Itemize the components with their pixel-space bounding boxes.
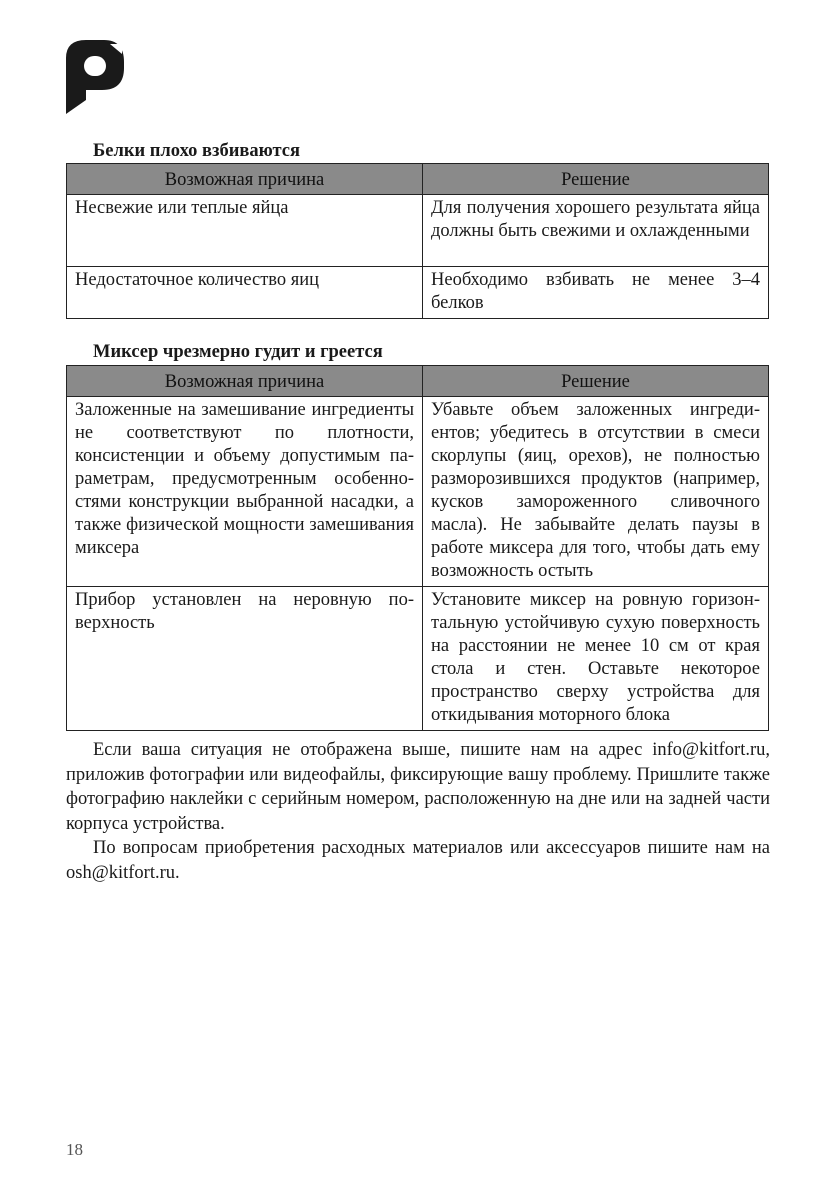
solution-cell: Для получения хорошего результата яйца должны быть свежими и охлажденными (423, 195, 769, 267)
troubleshooting-table-whites (66, 163, 769, 319)
section-title-whites: Белки плохо взбиваются (93, 141, 301, 161)
accessories-paragraph-text: По вопросам приобретения расходных материалов или аксессуаров пишите нам на osh@kitfort.ru. (66, 838, 770, 883)
contact-paragraph-text: Если ваша ситуация не отображена выше, пишите нам на адрес info@kitfort.ru, приложив фотографии или видеофайлы, фиксирующие вашу проблему. Пришлите также фотографию наклейки с серийным номером, расположенную на дне или на задней части корпуса устройства. (66, 740, 770, 834)
cause-cell: Заложенные на замешивание ингредиенты не соответствуют по плотности, консистенции и объему допустимым параметрам, предусмотренным особенностями конструкции выбранной насадки, а также физической мощности замешивания миксера (67, 397, 423, 587)
cause-cell: Прибор установлен на неровную поверхность (67, 587, 423, 731)
cause-cell: Несвежие или теплые яйца (67, 195, 423, 267)
cause-cell: Недостаточное количество яиц (67, 267, 423, 319)
solution-cell: Установите миксер на ровную горизонтальную устойчивую сухую поверхность на расстоянии не менее 10 см от края стола и стен. Оставьте некоторое пространство сверху устройства для откидывания моторного блока (423, 587, 769, 731)
column-header-cause: Возможная причина (67, 164, 423, 195)
solution-cell: Убавьте объем заложенных ингредиентов; убедитесь в отсутствии в смеси скорлупы (яиц, орехов), не полностью разморозившихся продуктов (например, кусков замороженного сливочного масла). Не забывайте делать паузы в работе миксера для того, чтобы дать ему возможность остыть (423, 397, 769, 587)
column-header-solution: Решение (423, 366, 769, 397)
kitfort-logo-icon (64, 38, 128, 114)
table-row (67, 397, 769, 587)
column-header-solution: Решение (423, 164, 769, 195)
solution-cell: Необходимо взбивать не менее 3–4 белков (423, 267, 769, 319)
table-row (67, 587, 769, 731)
section-title-mixer-hums: Миксер чрезмерно гудит и греется (93, 342, 383, 362)
table-row (67, 267, 769, 319)
troubleshooting-table-mixer (66, 365, 769, 731)
page-number: 18 (66, 1140, 83, 1159)
accessories-paragraph (66, 836, 770, 885)
table-row (67, 195, 769, 267)
column-header-cause: Возможная причина (67, 366, 423, 397)
contact-paragraph (66, 738, 770, 836)
